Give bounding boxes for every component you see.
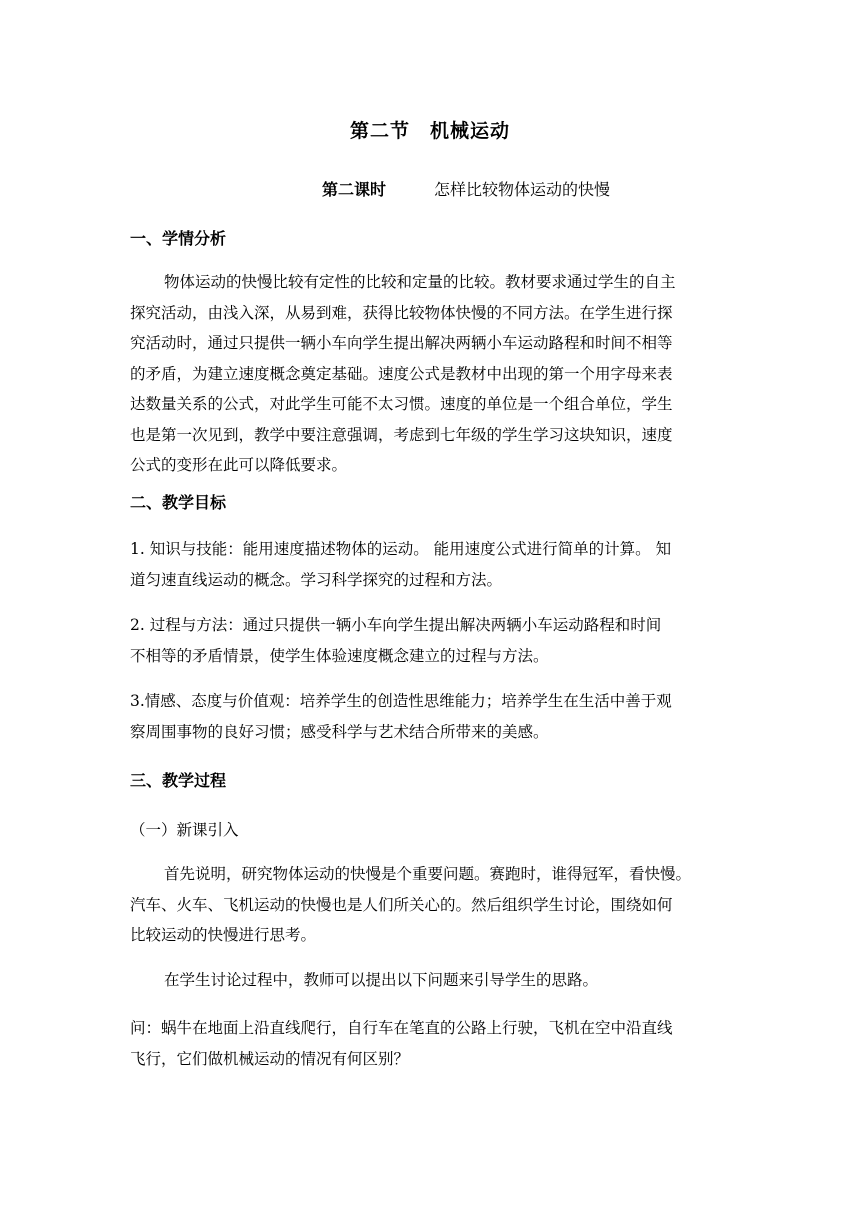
intro-paragraph <box>130 859 732 951</box>
paragraph-line: 的矛盾，为建立速度概念奠定基础。速度公式是教材中出现的第一个用字母来表 <box>130 364 673 383</box>
paragraph-line: 2. 过程与方法：通过只提供一辆小车向学生提出解决两辆小车运动路程和时间 <box>130 616 662 634</box>
paragraph-line: 达数量关系的公式，对此学生可能不太习惯。速度的单位是一个组合单位，学生 <box>130 395 673 413</box>
paragraph-line: 汽车、火车、飞机运动的快慢也是人们所关心的。然后组织学生讨论，围绕如何 <box>130 895 673 914</box>
question-paragraph <box>130 1013 732 1074</box>
section-heading-analysis: 一、学情分析 <box>130 229 227 248</box>
goal-process <box>130 610 732 671</box>
goal-emotion <box>130 686 732 747</box>
paragraph-line: 首先说明，研究物体运动的快慢是个重要问题。赛跑时，谁得冠军，看快慢。 <box>164 865 692 883</box>
paragraph-line: 究活动时，通过只提供一辆小车向学生提出解决两辆小车运动路程和时间不相等 <box>130 334 673 352</box>
lesson-subtitle <box>322 177 610 200</box>
paragraph-line: 不相等的矛盾情景，使学生体验速度概念建立的过程与方法。 <box>130 646 549 665</box>
paragraph-line: 3.情感、态度与价值观：培养学生的创造性思维能力；培养学生在生活中善于观 <box>130 692 672 710</box>
section-heading-goals: 二、教学目标 <box>130 493 227 512</box>
section-heading-process: 三、教学过程 <box>130 771 227 790</box>
paragraph-line: 1. 知识与技能：能用速度描述物体的运动。 能用速度公式进行简单的计算。 知 <box>130 540 672 558</box>
paragraph-line: 飞行，它们做机械运动的情况有何区别？ <box>130 1049 410 1068</box>
paragraph-line: 探究活动，由浅入深，从易到难，获得比较物体快慢的不同方法。在学生进行探 <box>130 303 673 322</box>
section-number: 第二节 <box>349 120 410 142</box>
subsection-heading-intro: （一）新课引入 <box>130 821 239 839</box>
paragraph-line: 比较运动的快慢进行思考。 <box>130 926 317 944</box>
paragraph-line: 察周围事物的良好习惯；感受科学与艺术结合所带来的美感。 <box>130 722 549 741</box>
paragraph-line: 物体运动的快慢比较有定性的比较和定量的比较。教材要求通过学生的自主 <box>164 273 676 291</box>
guidance-paragraph <box>130 965 732 996</box>
lesson-number: 第二课时 <box>322 180 387 199</box>
paragraph-line: 也是第一次见到，教学中要注意强调，考虑到七年级的学生学习这块知识，速度 <box>130 425 673 444</box>
paragraph-line: 在学生讨论过程中，教师可以提出以下问题来引导学生的思路。 <box>164 971 599 989</box>
goal-knowledge <box>130 534 732 595</box>
paragraph-line: 问：蜗牛在地面上沿直线爬行，自行车在笔直的公路上行驶，飞机在空中沿直线 <box>130 1019 673 1037</box>
section-name: 机械运动 <box>430 120 511 142</box>
paragraph-line: 公式的变形在此可以降低要求。 <box>130 456 348 474</box>
lesson-topic: 怎样比较物体运动的快慢 <box>434 180 611 199</box>
paragraph-line: 道匀速直线运动的概念。学习科学探究的过程和方法。 <box>130 570 503 589</box>
page-title <box>0 116 860 143</box>
analysis-paragraph <box>130 267 732 481</box>
